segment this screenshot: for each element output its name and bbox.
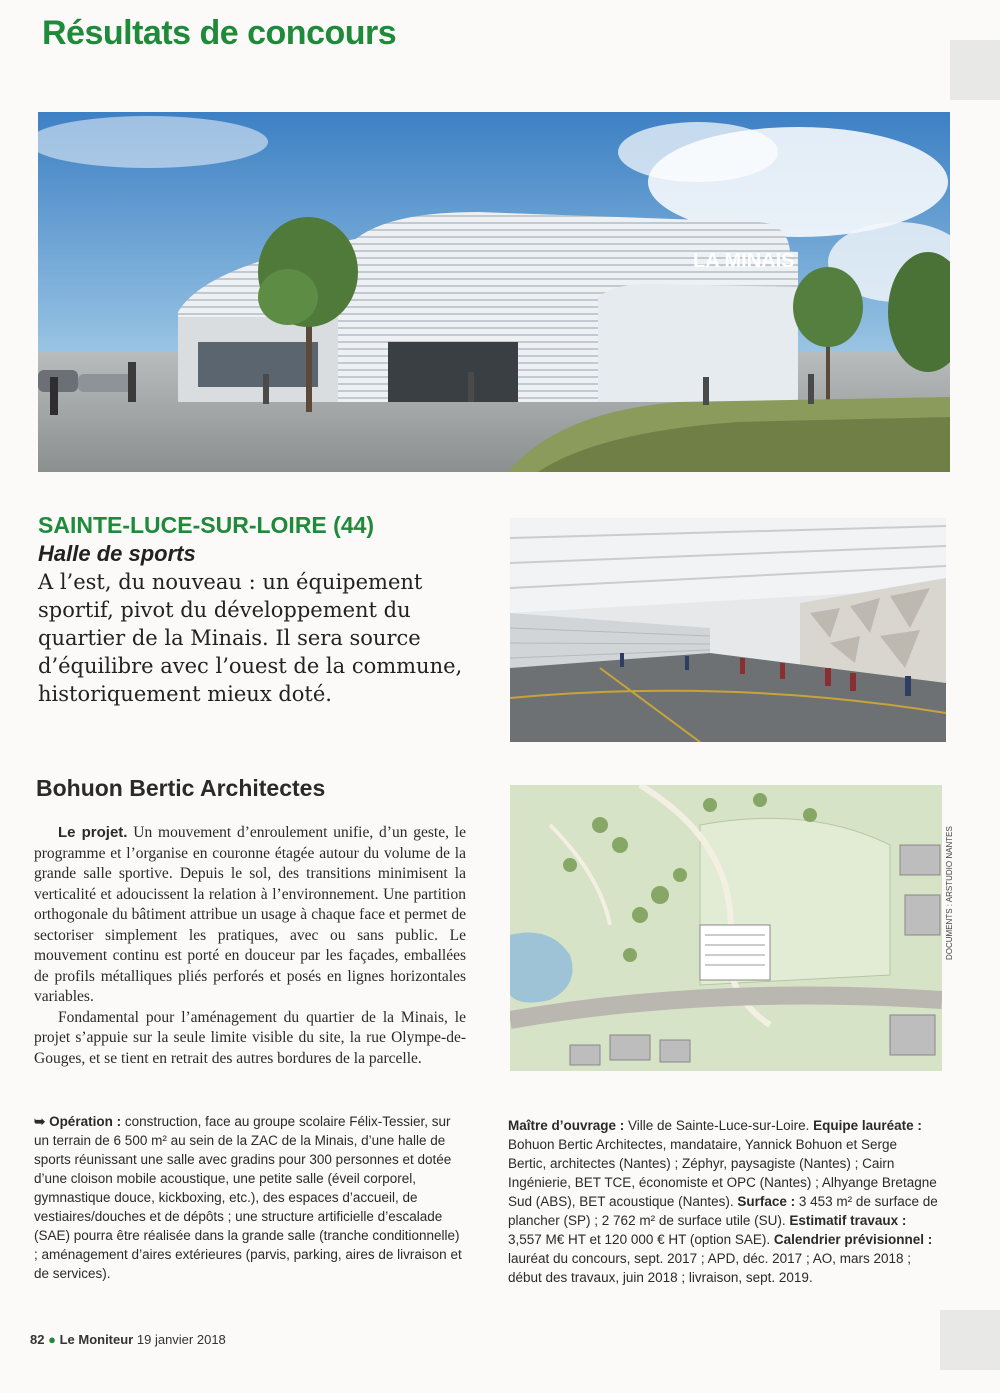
building-sign: LA MINAIS (693, 250, 795, 272)
interior-rendering (510, 518, 946, 742)
architect-name: Bohuon Bertic Architectes (36, 775, 326, 801)
operation-text: construction, face au groupe scolaire Félix-Tessier, sur un terrain de 6 500 m² au sein de la ZAC de la Minais, d’une halle de sports réunissant une salle avec gradins pour 300 personnes et dotée d’une cloison mobile acoustique, une petite salle (éveil corporel, gymnastique douce, kickboxing, etc.), des espaces d’accueil, de vestiaires/douches et de dépôts ; une structure artificielle d’escalade (SAE) pourra être réalisée dans la grande salle (tranche conditionnelle) ; aménagement d’aires extérieures (parvis, parking, aires de livraison et de services). (34, 1114, 462, 1281)
project-credits (508, 1116, 938, 1287)
estimatif-text: 3,557 M€ HT et 120 000 € HT (option SAE). (508, 1232, 774, 1247)
estimatif-label: Estimatif travaux : (789, 1213, 907, 1228)
section-title: Résultats de concours (42, 14, 397, 52)
article-location: SAINTE-LUCE-SUR-LOIRE (44) (38, 512, 375, 538)
site-plan (510, 785, 942, 1071)
bullet-icon: ● (48, 1332, 56, 1347)
hero-rendering (38, 112, 950, 472)
page-footer (30, 1332, 226, 1347)
magazine-name: Le Moniteur (59, 1332, 134, 1347)
operation-details (34, 1112, 464, 1283)
mo-text: Ville de Sainte-Luce-sur-Loire. (624, 1118, 814, 1133)
projet-text: Un mouvement d’enroulement unifie, d’un geste, le programme et l’organise en couronne étagée autour du volume de la grande salle sportive. Depuis le sol, des transitions minimisent la verticalité et adoucissent la relation à l’environnement. Une partition orthogonale du bâtiment attribue un usage à chaque face et permet de sectoriser simplement les pratiques, avec ou sans public. Le mouvement continu est porté en douceur par les façades, emballées de profils métalliques pliés perforés et posés en lignes horizontales variables. (34, 824, 466, 1005)
surface-label: Surface : (737, 1194, 796, 1209)
projet-label: Le projet. (58, 824, 128, 841)
bleed-through (940, 1310, 1000, 1370)
article-lead: A l’est, du nouveau : un équipement sportif, pivot du développement du quartier de la Minais. Il sera source d’équilibre avec l’ouest de la commune, historiquement mieux doté. (38, 570, 463, 706)
mo-label: Maître d’ouvrage : (508, 1118, 625, 1133)
arrow-icon: ➥ (34, 1114, 50, 1129)
equipe-label: Equipe lauréate : (813, 1118, 922, 1133)
surface-text: 3 453 m² de surface de plancher (SP) ; 2 762 m² de surface utile (SU). (508, 1194, 938, 1228)
calendrier-text: lauréat du concours, sept. 2017 ; APD, déc. 2017 ; AO, mars 2018 ; début des travaux, juin 2018 ; livraison, sept. 2019. (508, 1251, 911, 1285)
article-body (34, 823, 466, 1069)
calendrier-label: Calendrier prévisionnel : (773, 1232, 933, 1247)
body-paragraph-2: Fondamental pour l’aménagement du quartier de la Minais, le projet s’appuie sur la seule limite visible du site, la rue Olympe-de-Gouges, et se tient en retrait des autres bordures de la parcelle. (34, 1008, 466, 1067)
photo-credit: DOCUMENTS : ARSTUDIO NANTES (945, 826, 954, 960)
body-paragraph-1 (34, 823, 466, 1008)
bleed-through (950, 40, 1000, 100)
equipe-text: Bohuon Bertic Architectes, mandataire, Yannick Bohuon et Serge Bertic, architectes (Nantes) ; Zéphyr, paysagiste (Nantes) ; Cairn Ingénierie, BET TCE, économiste et OPC (Nantes) ; Alhyange Bretagne Sud (ABS), BET acoustique (Nantes). (508, 1137, 937, 1209)
issue-date: 19 janvier 2018 (136, 1332, 226, 1347)
operation-label: Opération : (49, 1114, 122, 1129)
article-program: Halle de sports (38, 541, 196, 566)
page-number: 82 (30, 1332, 45, 1347)
